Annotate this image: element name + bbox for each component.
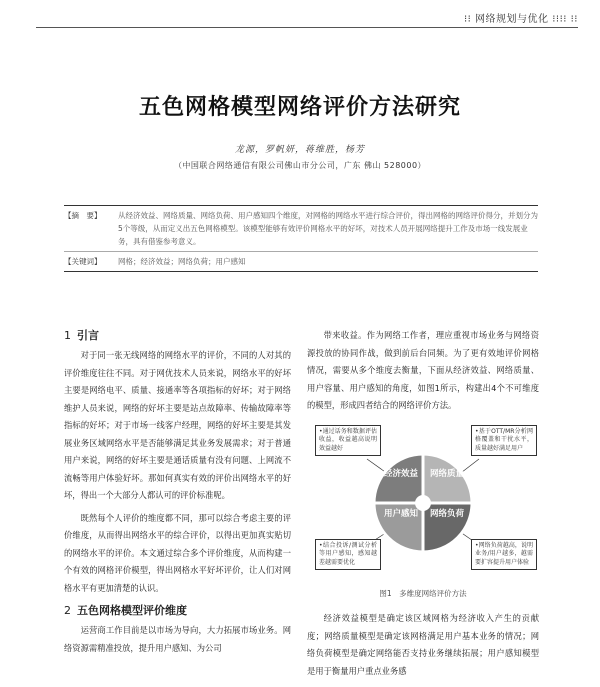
keywords-text: 网格；经济效益；网络负荷；用户感知 [118, 257, 246, 266]
header-section-title: 网络规划与优化 [475, 14, 549, 25]
right-column [307, 327, 539, 680]
header-rule [36, 27, 578, 28]
keywords-row [64, 251, 538, 271]
header-marks: ⁝⁝ [464, 14, 472, 25]
section-heading-1 [64, 327, 291, 345]
header-tail-marks: ⁝⁝⁝⁝ ⁝⁝ [552, 14, 578, 25]
section-title: 五色网格模型评价维度 [77, 604, 187, 617]
paper-title: 五色网格模型网络评价方法研究 [138, 95, 461, 120]
note-box-load: •网络负荷越高，说明业务/用户越多，越需要扩容提升用户体验 [471, 539, 537, 571]
paragraph: 既然每个人评价的维度都不同，那可以综合考虑主要的评价维度，从而得出网络水平的综合评价，以得出更加真实贴切的网络水平的评价。本文通过综合多个评价维度，从而构建一个有效的网格评价模型，得出网格水平好坏评价，让人们对网格水平有更加清楚的认识。 [64, 512, 291, 593]
keywords-label: 【关键词】 [64, 257, 102, 266]
quadrant-label-perception: 用户感知 [383, 508, 418, 519]
abstract-row [64, 206, 538, 251]
left-column [64, 327, 291, 657]
paragraph: 带来收益。作为网络工作者，理应重视市场业务与网络资源投放的协同作战，做到前后台同频。为了更有效地评价网格情况，需要从多个维度去衡量，下面从经济效益、网络质量、用户容量、用户感知的角度，如图1所示，构建出4个不可维度的模型，形成四者结合的网络评价方法。 [307, 330, 539, 410]
quadrant-label-economic: 经济效益 [383, 468, 418, 479]
note-box-quality: •基于OTT/MR分析网格覆盖和干扰水平，质量越好满足用户 [471, 425, 537, 457]
abstract-block [64, 205, 538, 272]
running-header [464, 10, 578, 25]
paragraph: 经济效益模型是确定该区域网格为经济收入产生的贡献度；网络质量模型是确定该网格满足用户基本业务的情况；网络负荷模型是确定网络能否支持业务继续拓展；用户感知模型是用于衡量用户重点业务感 [307, 613, 539, 676]
quadrant-label-quality: 网络质量 [429, 468, 464, 479]
abstract-text: 从经济效益、网络质量、网络负荷、用户感知四个维度，对网格的网络水平进行综合评价，得出网格的网络评价得分，并划分为5个等级，从而定义出五色网格模型。该模型能够有效评价网格水平的好坏，对技术人员开展网络提升工作及市场一线发展业务，具有借鉴参考意义。 [118, 211, 538, 246]
section-heading-2 [64, 602, 291, 620]
section-number: 2 [64, 604, 71, 617]
abstract-label: 【摘 要】 [64, 211, 102, 220]
figure-1-diagram [307, 421, 539, 583]
paragraph: 对于同一张无线网络的网络水平的评价，不同的人对其的评价维度往往不同。对于网优技术人员来说，网络水平的好坏主要是网络电平、质量、接通率等各项指标的好坏；对于网络维护人员来说，网络的好坏主要是站点故障率、传输故障率等指标的好坏；对于市场一线客户经理，网络的好坏主要是其发展业务区域网络水平是否能够满足其业务发展需求；对于普通用户来说，网络的好坏主要是通话质量有没有问题、上网流不流畅等用户体验好坏。那如何真实有效的评价出网络水平的好坏，得出一个大部分人都认可的评价标准呢。 [64, 350, 291, 500]
section-number: 1 [64, 329, 71, 342]
author-list: 龙源，罗帆妍，蒋维胜，杨芳 [234, 145, 365, 155]
note-box-economic: •通过话务和数据评估收益，收益越高说明效益越好 [315, 425, 381, 457]
figure-caption: 图1 多维度网络评价方法 [379, 588, 467, 598]
quadrant-label-load: 网络负荷 [429, 508, 464, 519]
note-box-perception: •结合投诉/测试分析等用户感知，感知越差越需要优化 [315, 539, 381, 571]
affiliation: （中国联合网络通信有限公司佛山市分公司，广东 佛山 528000） [173, 161, 427, 170]
paragraph: 运营商工作目前是以市场为导向，大力拓展市场业务。网络资源需精准投放，提升用户感知、为公司 [64, 625, 291, 653]
section-title: 引言 [77, 329, 99, 342]
